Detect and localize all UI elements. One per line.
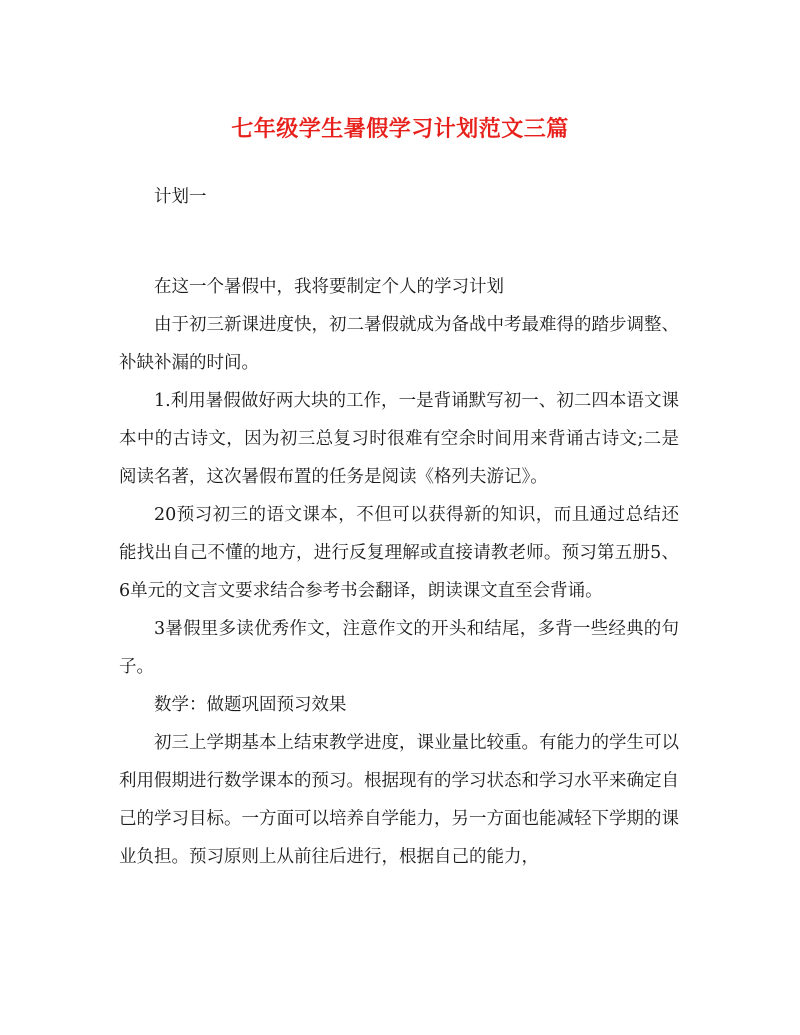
document-body [119, 178, 679, 876]
paragraph-reason: 由于初三新课进度快，初二暑假就成为备战中考最难得的踏步调整、补缺补漏的时间。 [119, 315, 679, 373]
paragraph-item-1: 1.利用暑假做好两大块的工作，一是背诵默写初一、初二四本语文课本中的古诗文，因为初三总复习时很难有空余时间用来背诵古诗文;二是阅读名著，这次暑假布置的任务是阅读《格列夫游记》。 [119, 391, 679, 487]
plan-heading: 计划一 [154, 187, 207, 207]
document-title: 七年级学生暑假学习计划范文三篇 [231, 116, 569, 142]
paragraph-item-2: 20预习初三的语文课本，不但可以获得新的知识，而且通过总结还能找出自己不懂的地方，进行反复理解或直接请教老师。预习第五册5、6单元的文言文要求结合参考书会翻译，朗读课文直至会背诵。 [119, 505, 679, 601]
paragraph-item-3: 3暑假里多读优秀作文，注意作文的开头和结尾，多背一些经典的句子。 [119, 619, 679, 677]
paragraph-math-body: 初三上学期基本上结束教学进度，课业量比较重。有能力的学生可以利用假期进行数学课本的预习。根据现有的学习状态和学习水平来确定自己的学习目标。一方面可以培养自学能力，另一方面也能减轻下学期的课业负担。预习原则上从前往后进行，根据自己的能力， [119, 733, 679, 867]
paragraph-intro: 在这一个暑假中，我将要制定个人的学习计划 [154, 277, 504, 297]
paragraph-math-heading: 数学：做题巩固预习效果 [154, 695, 347, 715]
